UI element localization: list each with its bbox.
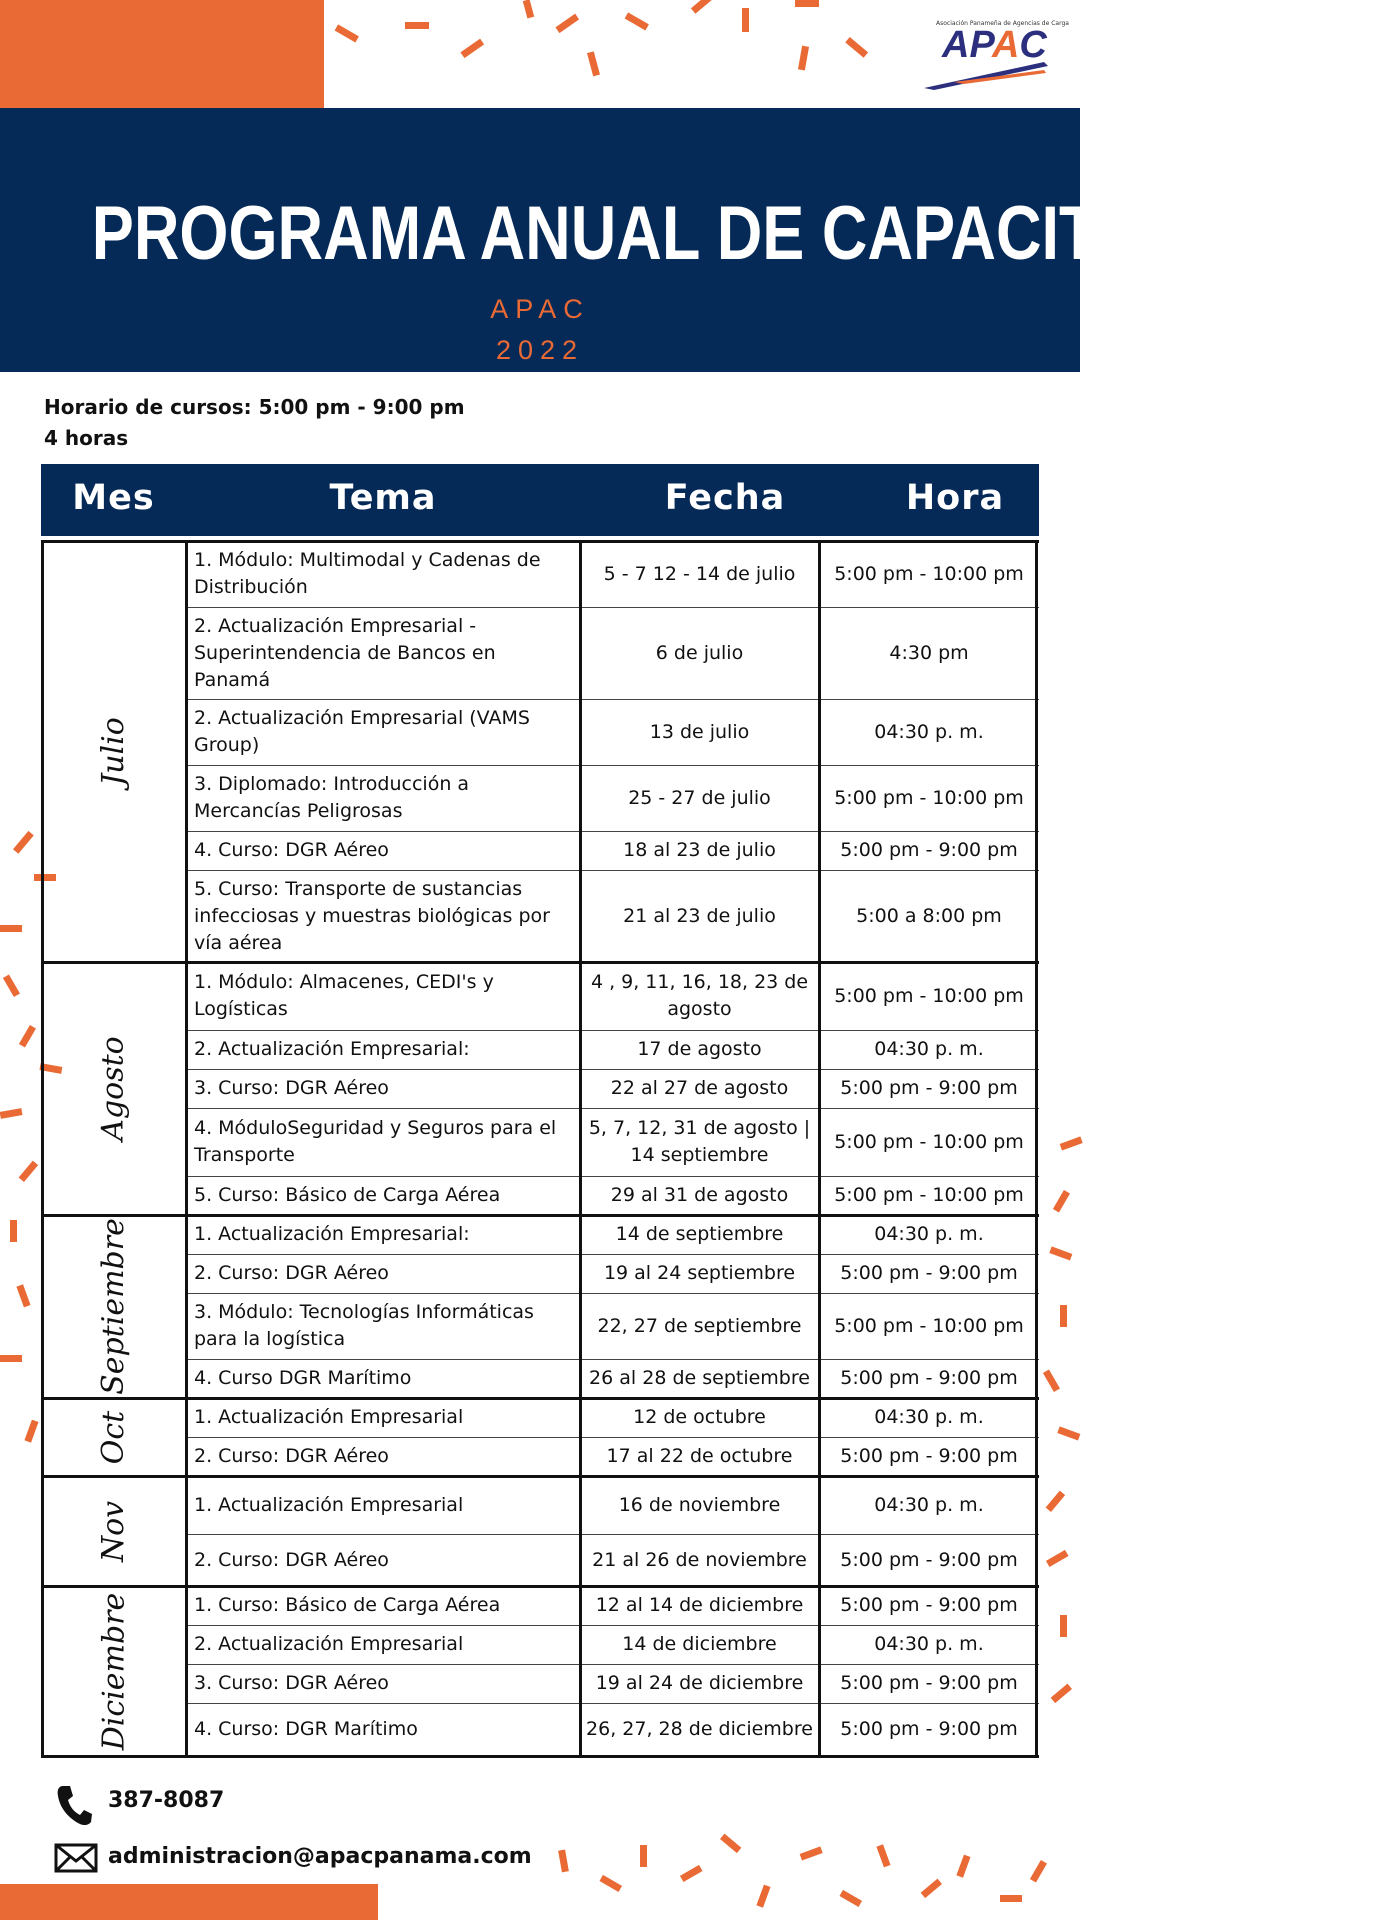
table-row [41,1069,1039,1108]
time-cell-text: 04:30 p. m. [874,1493,984,1516]
table-row [41,1625,1039,1664]
topic-cell-text: 4. Curso DGR Marítimo [194,1367,412,1389]
date-cell [580,1398,819,1437]
time-cell-text: 04:30 p. m. [874,1406,984,1428]
topic-cell [186,870,580,962]
time-cell-text: 5:00 pm - 10:00 pm [834,1184,1024,1206]
time-cell [819,1030,1039,1069]
date-cell [580,831,819,870]
date-cell-text: 19 al 24 septiembre [603,1262,796,1284]
table-row [41,1476,1039,1534]
time-cell [819,699,1039,765]
topic-cell-text: 3. Curso: DGR Aéreo [194,1672,389,1694]
apac-logo [920,20,1069,92]
logo-wordmark: APAC [942,24,1047,66]
topic-cell [186,1476,580,1534]
date-cell-text: 21 al 26 de noviembre [592,1548,807,1571]
time-cell [819,1398,1039,1437]
topic-cell-text: 4. MóduloSeguridad y Seguros para el Transporte [194,1117,557,1166]
date-cell [580,962,819,1030]
month-name: Septiembre [96,1218,132,1395]
topic-cell [186,1664,580,1703]
topic-cell-text: 5. Curso: Básico de Carga Aérea [194,1184,501,1206]
date-cell [580,1030,819,1069]
date-cell-text: 5, 7, 12, 31 de agosto | 14 septiembre [588,1117,811,1166]
column-divider [1035,541,1038,1756]
header-fecha: Fecha [664,478,786,518]
table-row [41,1359,1039,1398]
time-cell [819,1176,1039,1215]
topic-cell [186,1176,580,1215]
time-cell [819,1069,1039,1108]
date-cell [580,1176,819,1215]
date-cell [580,1534,819,1586]
date-cell-text: 21 al 23 de julio [623,904,776,927]
orange-footer-block [0,1884,378,1920]
date-cell [580,870,819,962]
date-cell-text: 4 , 9, 11, 16, 18, 23 de agosto [590,971,809,1020]
time-cell [819,607,1039,699]
table-row [41,1293,1039,1359]
time-cell [819,1293,1039,1359]
page-title: PROGRAMA ANUAL DE CAPACITACIONES [91,191,1380,276]
time-cell-text: 5:00 pm - 10:00 pm [834,562,1024,585]
date-cell [580,607,819,699]
topic-cell-text: 4. Curso: DGR Marítimo [194,1718,418,1740]
phone-icon [56,1784,92,1826]
time-cell-text: 5:00 pm - 9:00 pm [840,1445,1018,1467]
header-tema: Tema [329,478,437,518]
topic-cell-text: 3. Módulo: Tecnologías Informáticas para la logística [194,1301,534,1350]
table-row [41,831,1039,870]
topic-cell [186,1703,580,1756]
topic-cell [186,1030,580,1069]
table-row [41,1534,1039,1586]
time-cell [819,1586,1039,1625]
topic-cell-text: 3. Curso: DGR Aéreo [194,1077,389,1099]
topic-cell [186,1359,580,1398]
table-row [41,607,1039,699]
time-cell-text: 5:00 pm - 9:00 pm [840,1548,1018,1571]
topic-cell-text: 2. Actualización Empresarial (VAMS Group) [194,707,530,756]
date-cell [580,1293,819,1359]
date-cell-text: 5 - 7 12 - 14 de julio [603,562,796,585]
date-cell-text: 14 de diciembre [622,1633,777,1655]
topic-cell [186,607,580,699]
topic-cell-text: 1. Actualización Empresarial [194,1493,464,1516]
time-cell-text: 5:00 pm - 10:00 pm [834,1130,1024,1153]
month-name: Nov [95,1500,131,1562]
table-row [41,962,1039,1030]
date-cell-text: 17 al 22 de octubre [606,1445,793,1467]
date-cell [580,765,819,831]
table-row [41,1176,1039,1215]
banner-year: 2022 [495,335,585,365]
time-cell-text: 5:00 pm - 9:00 pm [840,1718,1018,1740]
column-divider [41,541,44,1756]
date-cell [580,1254,819,1293]
table-row [41,699,1039,765]
time-cell-text: 5:00 a 8:00 pm [856,904,1002,927]
banner-subtitle: APAC [490,294,590,324]
table-row [41,1108,1039,1176]
time-cell [819,1437,1039,1476]
table-header [41,464,1039,536]
time-cell-text: 04:30 p. m. [874,1038,984,1060]
time-cell [819,1476,1039,1534]
time-cell-text: 5:00 pm - 10:00 pm [834,984,1024,1007]
topic-cell [186,1398,580,1437]
column-divider [185,541,188,1756]
date-cell [580,1108,819,1176]
training-table [41,541,1039,1758]
topic-cell-text: 1. Módulo: Multimodal y Cadenas de Distribución [194,549,541,598]
topic-cell [186,765,580,831]
date-cell-text: 18 al 23 de julio [623,839,776,861]
table-row [41,1703,1039,1756]
date-cell [580,1586,819,1625]
time-cell-text: 04:30 p. m. [874,1633,984,1655]
phone-number[interactable]: 387-8087 [108,1788,225,1813]
schedule-hours: Horario de cursos: 5:00 pm - 9:00 pm [44,395,465,419]
topic-cell-text: 2. Curso: DGR Aéreo [194,1548,389,1571]
logo-tagline: Asociación Panameña de Agencias de Carga [936,20,1069,27]
topic-cell [186,1586,580,1625]
month-name: Diciembre [96,1592,132,1750]
topic-cell-text: 2. Curso: DGR Aéreo [194,1262,389,1284]
time-cell [819,765,1039,831]
schedule-info [44,392,465,454]
date-cell-text: 26, 27, 28 de diciembre [586,1718,813,1740]
date-cell [580,1215,819,1254]
time-cell-text: 5:00 pm - 10:00 pm [834,1314,1024,1337]
month-name: Oct [95,1410,131,1464]
topic-cell [186,1625,580,1664]
time-cell [819,962,1039,1030]
topic-cell [186,831,580,870]
time-cell-text: 5:00 pm - 9:00 pm [840,1672,1018,1694]
envelope-icon [54,1843,98,1873]
date-cell [580,1359,819,1398]
table-row [41,1030,1039,1069]
table-row [41,1664,1039,1703]
topic-cell [186,1437,580,1476]
topic-cell [186,1254,580,1293]
date-cell-text: 16 de noviembre [618,1493,781,1516]
table-row [41,541,1039,607]
time-cell [819,1215,1039,1254]
topic-cell-text: 2. Curso: DGR Aéreo [194,1445,389,1467]
date-cell [580,541,819,607]
topic-cell [186,1108,580,1176]
date-cell-text: 12 de octubre [633,1406,766,1428]
topic-cell-text: 2. Actualización Empresarial: [194,1038,470,1060]
table-row [41,870,1039,962]
schedule-duration: 4 horas [44,426,129,450]
date-cell-text: 6 de julio [655,641,744,664]
column-divider [818,541,821,1756]
topic-cell-text: 1. Módulo: Almacenes, CEDI's y Logísticas [194,971,494,1020]
time-cell-text: 5:00 pm - 10:00 pm [834,786,1024,809]
date-cell [580,1625,819,1664]
time-cell-text: 5:00 pm - 9:00 pm [840,1077,1018,1099]
time-cell [819,1703,1039,1756]
date-cell [580,1476,819,1534]
time-cell [819,1359,1039,1398]
month-name: Julio [95,717,131,786]
date-cell [580,1437,819,1476]
topic-cell-text: 1. Actualización Empresarial: [194,1223,470,1245]
time-cell [819,1254,1039,1293]
header-mes: Mes [72,478,155,518]
topic-cell-text: 5. Curso: Transporte de sustancias infecciosas y muestras biológicas por vía aérea [194,877,550,954]
month-name: Agosto [95,1036,131,1141]
table-row [41,1437,1039,1476]
time-cell-text: 5:00 pm - 9:00 pm [840,1262,1018,1284]
time-cell [819,1625,1039,1664]
table-row [41,1254,1039,1293]
topic-cell-text: 2. Actualización Empresarial [194,1633,464,1655]
header-hora: Hora [905,478,1005,518]
topic-cell-text: 4. Curso: DGR Aéreo [194,839,389,861]
time-cell-text: 4:30 pm [889,641,969,664]
logo-swoosh-icon [924,60,1048,90]
time-cell [819,870,1039,962]
date-cell [580,699,819,765]
time-cell [819,1534,1039,1586]
time-cell-text: 04:30 p. m. [874,720,984,743]
table-row [41,1215,1039,1254]
topic-cell [186,541,580,607]
topic-cell [186,1534,580,1586]
time-cell-text: 5:00 pm - 9:00 pm [840,1367,1018,1389]
topic-cell [186,1069,580,1108]
time-cell [819,1664,1039,1703]
topic-cell [186,1215,580,1254]
topic-cell [186,962,580,1030]
date-cell-text: 25 - 27 de julio [628,786,771,809]
date-cell [580,1664,819,1703]
time-cell-text: 04:30 p. m. [874,1223,984,1245]
topic-cell-text: 3. Diplomado: Introducción a Mercancías Peligrosas [194,773,470,822]
date-cell-text: 22 al 27 de agosto [610,1077,789,1099]
topic-cell [186,1293,580,1359]
date-cell-text: 12 al 14 de diciembre [595,1594,804,1616]
date-cell [580,1069,819,1108]
time-cell [819,1108,1039,1176]
table-row [41,765,1039,831]
time-cell-text: 5:00 pm - 9:00 pm [840,1594,1018,1616]
time-cell [819,541,1039,607]
date-cell-text: 29 al 31 de agosto [610,1184,789,1206]
row-divider [41,1755,1039,1758]
date-cell-text: 26 al 28 de septiembre [589,1367,810,1389]
date-cell-text: 19 al 24 de diciembre [595,1672,804,1694]
time-cell-text: 5:00 pm - 9:00 pm [840,839,1018,861]
table-row [41,1398,1039,1437]
table-row [41,1586,1039,1625]
date-cell-text: 14 de septiembre [615,1223,784,1245]
date-cell-text: 17 de agosto [637,1038,762,1060]
time-cell [819,831,1039,870]
email-address[interactable]: administracion@apacpanama.com [108,1844,532,1869]
topic-cell [186,699,580,765]
column-divider [579,541,582,1756]
topic-cell-text: 1. Curso: Básico de Carga Aérea [194,1594,501,1616]
date-cell-text: 22, 27 de septiembre [597,1314,802,1337]
topic-cell-text: 1. Actualización Empresarial [194,1406,464,1428]
topic-cell-text: 2. Actualización Empresarial - Superintendencia de Bancos en Panamá [194,614,496,691]
date-cell-text: 13 de julio [649,720,750,743]
date-cell [580,1703,819,1756]
